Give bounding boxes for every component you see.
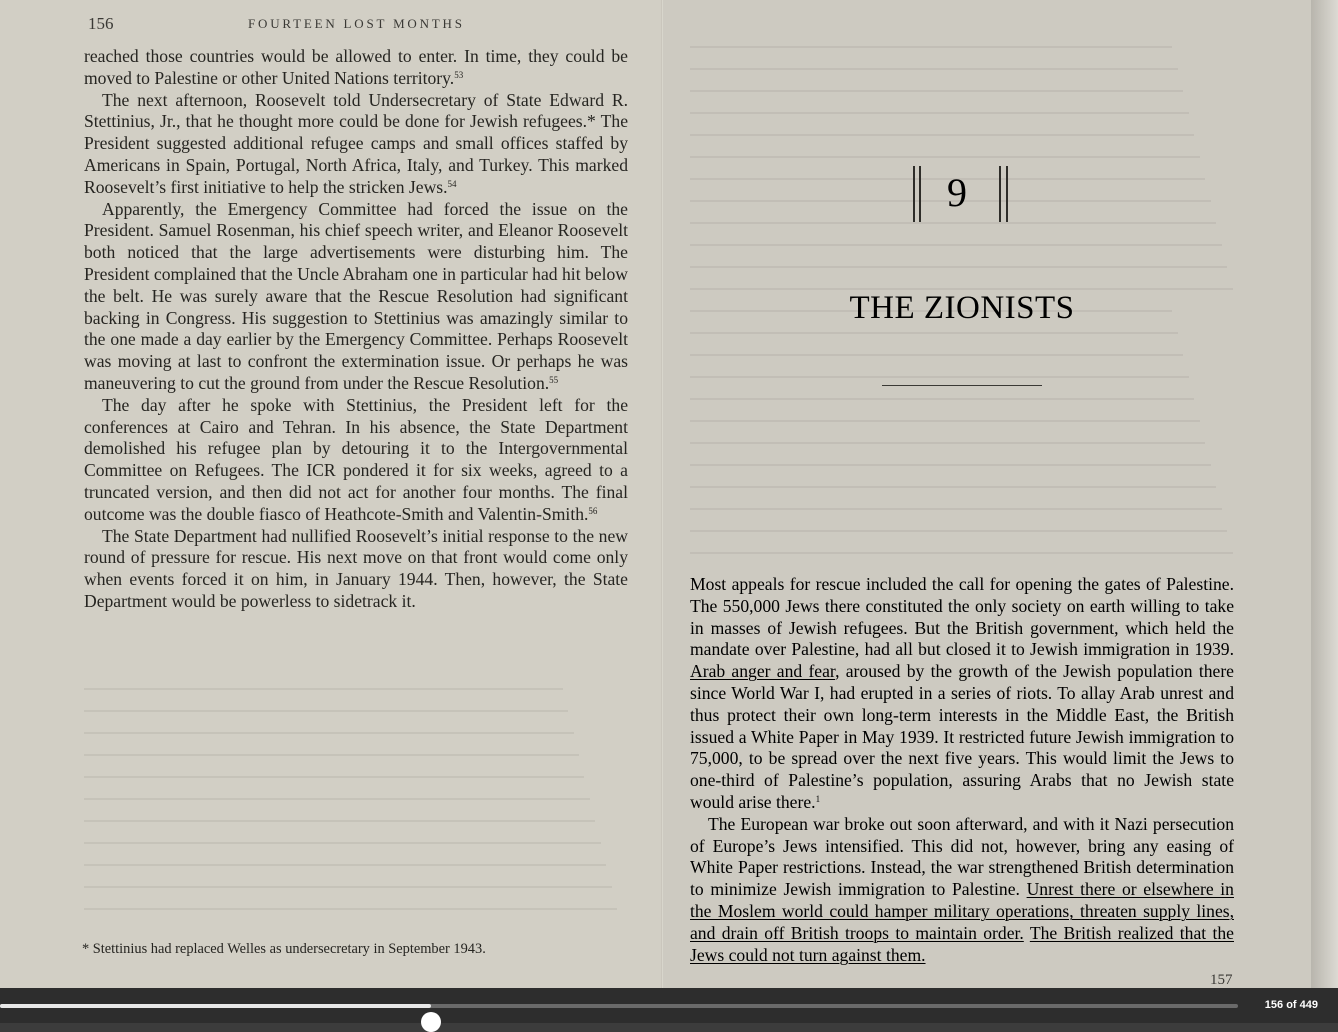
note-ref: 55 [549,374,559,385]
chapter-number: 9 [947,170,967,215]
paragraph: The European war broke out soon afterward, and with it Nazi persecution of Europe’s Jews intensified. This did not, however, bring any easing of White Paper restrictions. Instead, the war strengthened British determination to minimize Jewish immigration to Palestine. Unrest there or elsewhere in the Moslem world could hamper military operations, threaten supply lines, and drain off British troops to maintain order. The British realized that the Jews could not turn against them. [690,813,1234,965]
left-page [0,0,662,988]
bleed-through [84,688,628,928]
right-page-number: 157 [1210,972,1233,988]
running-head: FOURTEEN LOST MONTHS [248,16,465,31]
page-indicator: 156 of 449 [1264,999,1318,1011]
note-ref: 54 [447,178,457,189]
note-ref: 56 [588,505,598,516]
page-scrubber[interactable] [0,1004,1238,1008]
right-body-text [690,574,1234,966]
paragraph: The next afternoon, Roosevelt told Undersecretary of State Edward R. Stettinius, Jr., that he thought more could be done for Jewish refugees.* The President suggested additional refugee camps and small offices staffed by Americans in Spain, Portugal, North Africa, Italy, and Turkey. This marked Roosevelt’s first initiative to help the stricken Jews.$^{54}$ [84,89,628,197]
scrubber-progress [0,1004,431,1008]
scrubber-handle[interactable] [421,1012,441,1032]
underlined-text: Unrest there or elsewhere in the Moslem world could hamper military operations, threaten supply lines, and drain off British troops to maintain order. [690,879,1234,943]
paragraph: Apparently, the Emergency Committee had forced the issue on the President. Samuel Rosenman, his chief speech writer, and Eleanor Roosevelt both noticed that the large advertisements were disturbing him. The President complained that the Uncle Abraham one in particular had hit below the belt. He was surely aware that the Rescue Resolution had significant backing in Congress. His suggestion to Stettinius was amazingly similar to the one made a day earlier by the Emergency Committee. Perhaps Roosevelt was moving at last to confront the extermination issue. Or perhaps he was maneuvering to cut the ground from under the Rescue Resolution.$^{55}$ [84,198,628,393]
chapter-rule [882,385,1042,386]
left-page-number: 156 [88,14,114,33]
paragraph: reached those countries would be allowed to enter. In time, they could be moved to Palestine or other United Nations territory.$^{53}$ [84,46,628,88]
chapter-title: THE ZIONISTS [849,290,1075,326]
reader-toolbar [0,988,1338,1023]
note-ref: 53 [454,69,464,80]
underlined-text: The British realized that the Jews could not turn against them. [690,922,1234,965]
paragraph: The day after he spoke with Stettinius, the President left for the conferences at Cairo and Tehran. In his absence, the State Department demolished his refugee plan by detouring it to the Intergovernmental Committee on Refugees. The ICR pondered it for six weeks, agreed to a truncated version, and then did not act for another four months. The final outcome was the double fiasco of Heathcote-Smith and Valentin-Smith.$^{56}$ [84,394,628,524]
footnote: * Stettinius had replaced Welles as undersecretary in September 1943. [82,941,486,957]
page-edge [1311,0,1338,988]
left-body-text [84,46,628,613]
paragraph: Most appeals for rescue included the call for opening the gates of Palestine. The 550,000 Jews there constituted the only society on earth willing to take in masses of Jewish refugees. But the British government, which held the mandate over Palestine, had all but closed it to Jewish immigration in 1939. Arab anger and fear, aroused by the growth of the Jewish population there since World War I, had erupted in a series of riots. To allay Arab unrest and thus protect their own long-term interests in the Middle East, the British issued a White Paper in May 1939. It restricted future Jewish immigration to 75,000, to be spread over the next five years. This would limit the Jews to one-third of Palestine’s population, assuring Arabs that no Jewish state would arise there.$^1$ [690,574,1234,812]
paragraph: The State Department had nullified Roosevelt’s initial response to the new round of pressure for rescue. His next move on that front would come only when events forced it on him, in January 1944. Then, however, the State Department would be powerless to sidetrack it. [84,525,628,611]
chapter-number-ornament [913,166,1013,222]
underlined-text: Arab anger and fear [690,661,836,682]
note-ref: 1 [815,793,821,804]
